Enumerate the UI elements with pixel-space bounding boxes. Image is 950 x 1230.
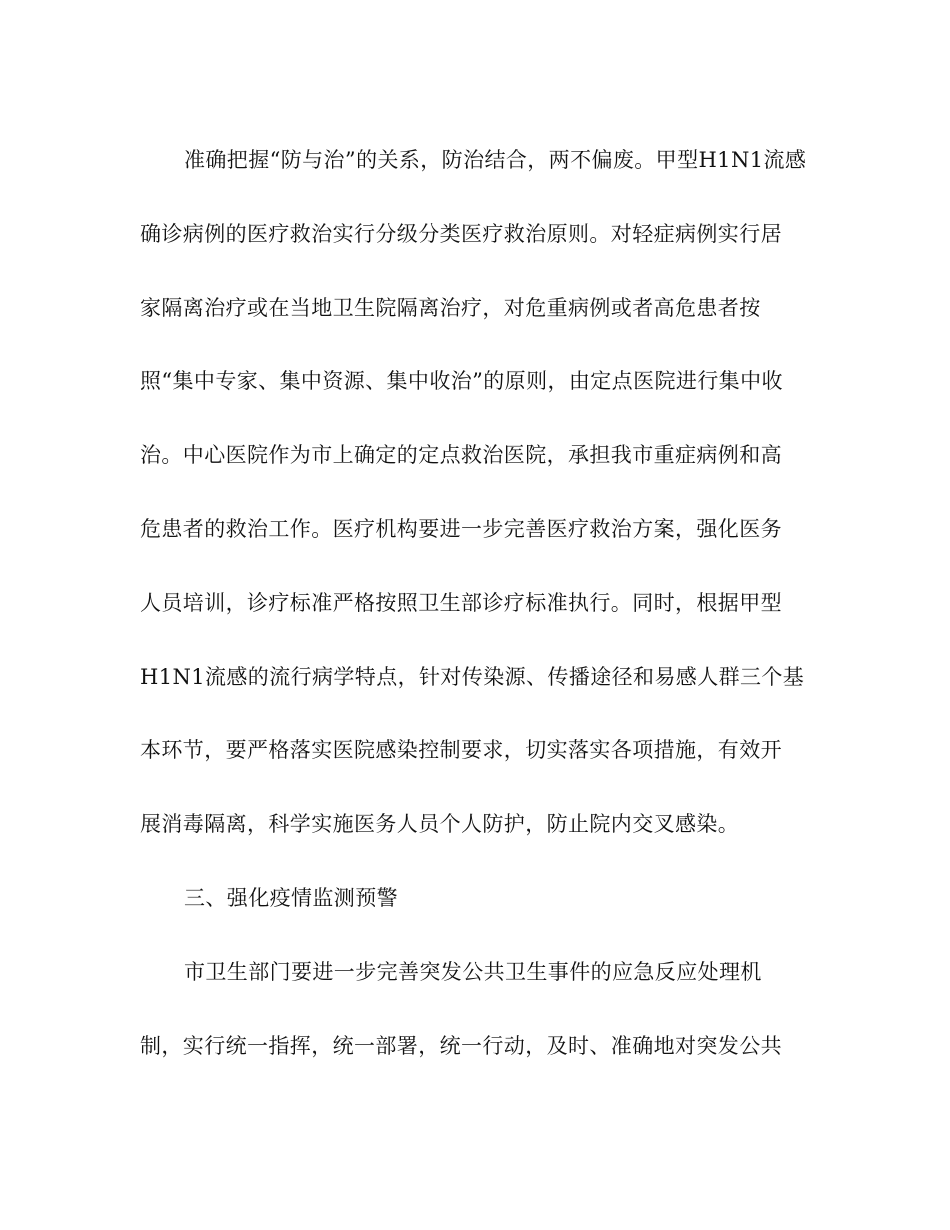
document-body bbox=[140, 140, 810, 1099]
paragraph-line: 治。中心医院作为市上确定的定点救治医院，承担我市重症病例和高 bbox=[140, 443, 782, 468]
paragraph-line: 危患者的救治工作。医疗机构要进一步完善医疗救治方案，强化医务 bbox=[140, 516, 782, 541]
paragraph-line: 本环节，要严格落实医院感染控制要求，切实落实各项措施，有效开 bbox=[140, 738, 782, 763]
paragraph-line: 照“集中专家、集中资源、集中收治”的原则，由定点医院进行集中收 bbox=[140, 369, 783, 394]
paragraph-line: H1N1流感的流行病学特点，针对传染源、传播途径和易感人群三个基 bbox=[140, 664, 805, 689]
paragraph-line: 市卫生部门要进一步完善突发公共卫生事件的应急反应处理机 bbox=[184, 959, 762, 984]
section-heading: 三、强化疫情监测预警 bbox=[184, 885, 398, 910]
paragraph-line: 确诊病例的医疗救治实行分级分类医疗救治原则。对轻症病例实行居 bbox=[140, 221, 782, 246]
paragraph-line: 人员培训，诊疗标准严格按照卫生部诊疗标准执行。同时，根据甲型 bbox=[140, 590, 782, 615]
paragraph-line: 准确把握“防与治”的关系，防治结合，两不偏废。甲型H1N1流感 bbox=[184, 148, 807, 172]
paragraph-line: 制，实行统一指挥，统一部署，统一行动，及时、准确地对突发公共 bbox=[140, 1033, 782, 1058]
paragraph-line: 家隔离治疗或在当地卫生院隔离治疗，对危重病例或者高危患者按 bbox=[140, 295, 761, 320]
paragraph-line: 展消毒隔离，科学实施医务人员个人防护，防止院内交叉感染。 bbox=[140, 812, 740, 837]
